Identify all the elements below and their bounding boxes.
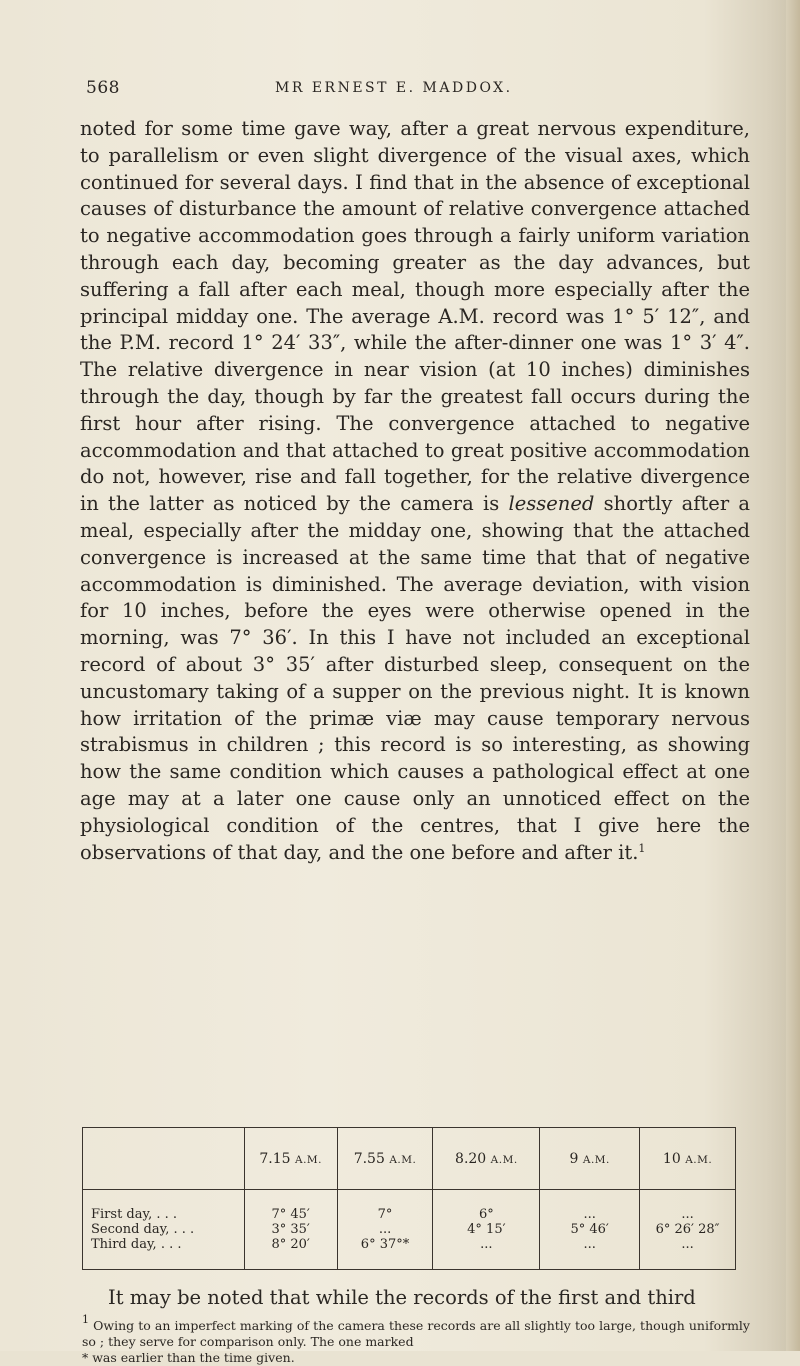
footnote-text: was earlier than the time given. <box>92 1350 295 1365</box>
cell-value: 5° 46′ <box>570 1222 609 1237</box>
paragraph-text-part-1: noted for some time gave way, after a great nervous expenditure, to parallelism or even slight divergence of the visual axes, which continued for several days. I find that in the absence of exceptional causes of disturbance the amount of relative convergence attached to negative accommodation goes through a fairly uniform variation through each day, becoming greater as the day advances, but suffering a fall after each meal, though more especially after the principal midday one. The average A.M. record was 1° 5′ 12″, and the P.M. record 1° 24′ 33″, while the after-dinner one was 1° 3′ 4″. The relative divergence in near vision (at 10 inches) diminishes through the day, though by far the greatest fall occurs during the first hour after rising. The convergence attached to negative accommodation and that attached to great positive accommodation do not, however, rise and fall together, for the relative divergence in the latter as noticed by the camera is <box>80 117 750 516</box>
body-paragraph <box>80 116 750 866</box>
running-head-title: MR ERNEST E. MADDOX. <box>275 80 513 96</box>
observations-table <box>82 1127 736 1270</box>
cell-value: 6° <box>478 1207 494 1222</box>
cell-value: 7° <box>377 1207 393 1222</box>
cell-value: 6° 37°* <box>360 1237 410 1252</box>
cell-value: 4° 15′ <box>467 1222 506 1237</box>
cell-value: 6° 26′ 28″ <box>655 1222 720 1237</box>
table-body-row <box>83 1190 736 1270</box>
column-header: 7.15 A.M. <box>244 1128 337 1190</box>
table-corner-cell <box>83 1128 245 1190</box>
row-labels <box>83 1190 245 1270</box>
cell-value: 8° 20′ <box>271 1237 310 1252</box>
cell-value: ... <box>681 1237 694 1252</box>
table-header-row <box>83 1128 736 1190</box>
running-head <box>0 78 800 102</box>
footnote-marker: 1 <box>82 1313 89 1326</box>
footnote-1 <box>82 1313 750 1366</box>
continuation-text: It may be noted that while the records of the first and third <box>108 1286 696 1309</box>
cell-value: ... <box>480 1237 493 1252</box>
footnote-reference: 1 <box>638 841 646 855</box>
footnote-text: Owing to an imperfect marking of the camera these records are all slightly too large, though uniformly so ; they serve for comparison only. The one marked <box>82 1318 750 1349</box>
row-label-second-day: Second day, . . . <box>91 1222 195 1237</box>
paragraph-text-part-2: shortly after a meal, especially after the midday one, showing that the attached convergence is increased at the same time that that of negative accommodation is diminished. The average deviation, with vision for 10 inches, before the eyes were otherwise opened in the morning, was 7° 36′. In this I have not included an exceptional record of about 3° 35′ after disturbed sleep, consequent on the uncustomary taking of a supper on the previous night. It is known how irritation of the primæ viæ may cause temporary nervous strabismus in children ; this record is so interesting, as showing how the same condition which causes a pathological effect at one age may at a later one cause only an unnoticed effect on the physiological condition of the centres, that I give here the observations of that day, and the one before and after it. <box>80 492 751 864</box>
cell-value: 3° 35′ <box>271 1222 310 1237</box>
emphasized-word: lessened <box>508 492 595 516</box>
cell-value: ... <box>378 1222 392 1237</box>
column-header: 7.55 A.M. <box>337 1128 433 1190</box>
column-values-9 <box>540 1190 640 1270</box>
column-header: 9 A.M. <box>540 1128 640 1190</box>
column-header: 10 A.M. <box>640 1128 736 1190</box>
page-edge <box>786 0 800 1351</box>
row-label-third-day: Third day, . . . <box>91 1237 182 1252</box>
cell-value: ... <box>681 1207 694 1222</box>
column-header: 8.20 A.M. <box>433 1128 540 1190</box>
row-label-first-day: First day, . . . <box>91 1207 178 1222</box>
cell-value: 7° 45′ <box>271 1207 310 1222</box>
cell-value: ... <box>583 1207 596 1222</box>
column-values-820 <box>433 1190 540 1270</box>
column-values-715 <box>244 1190 337 1270</box>
footnote-marker: * <box>82 1350 89 1365</box>
column-values-755 <box>337 1190 433 1270</box>
page-number: 568 <box>86 78 120 98</box>
column-values-10 <box>640 1190 736 1270</box>
cell-value: ... <box>583 1237 596 1252</box>
